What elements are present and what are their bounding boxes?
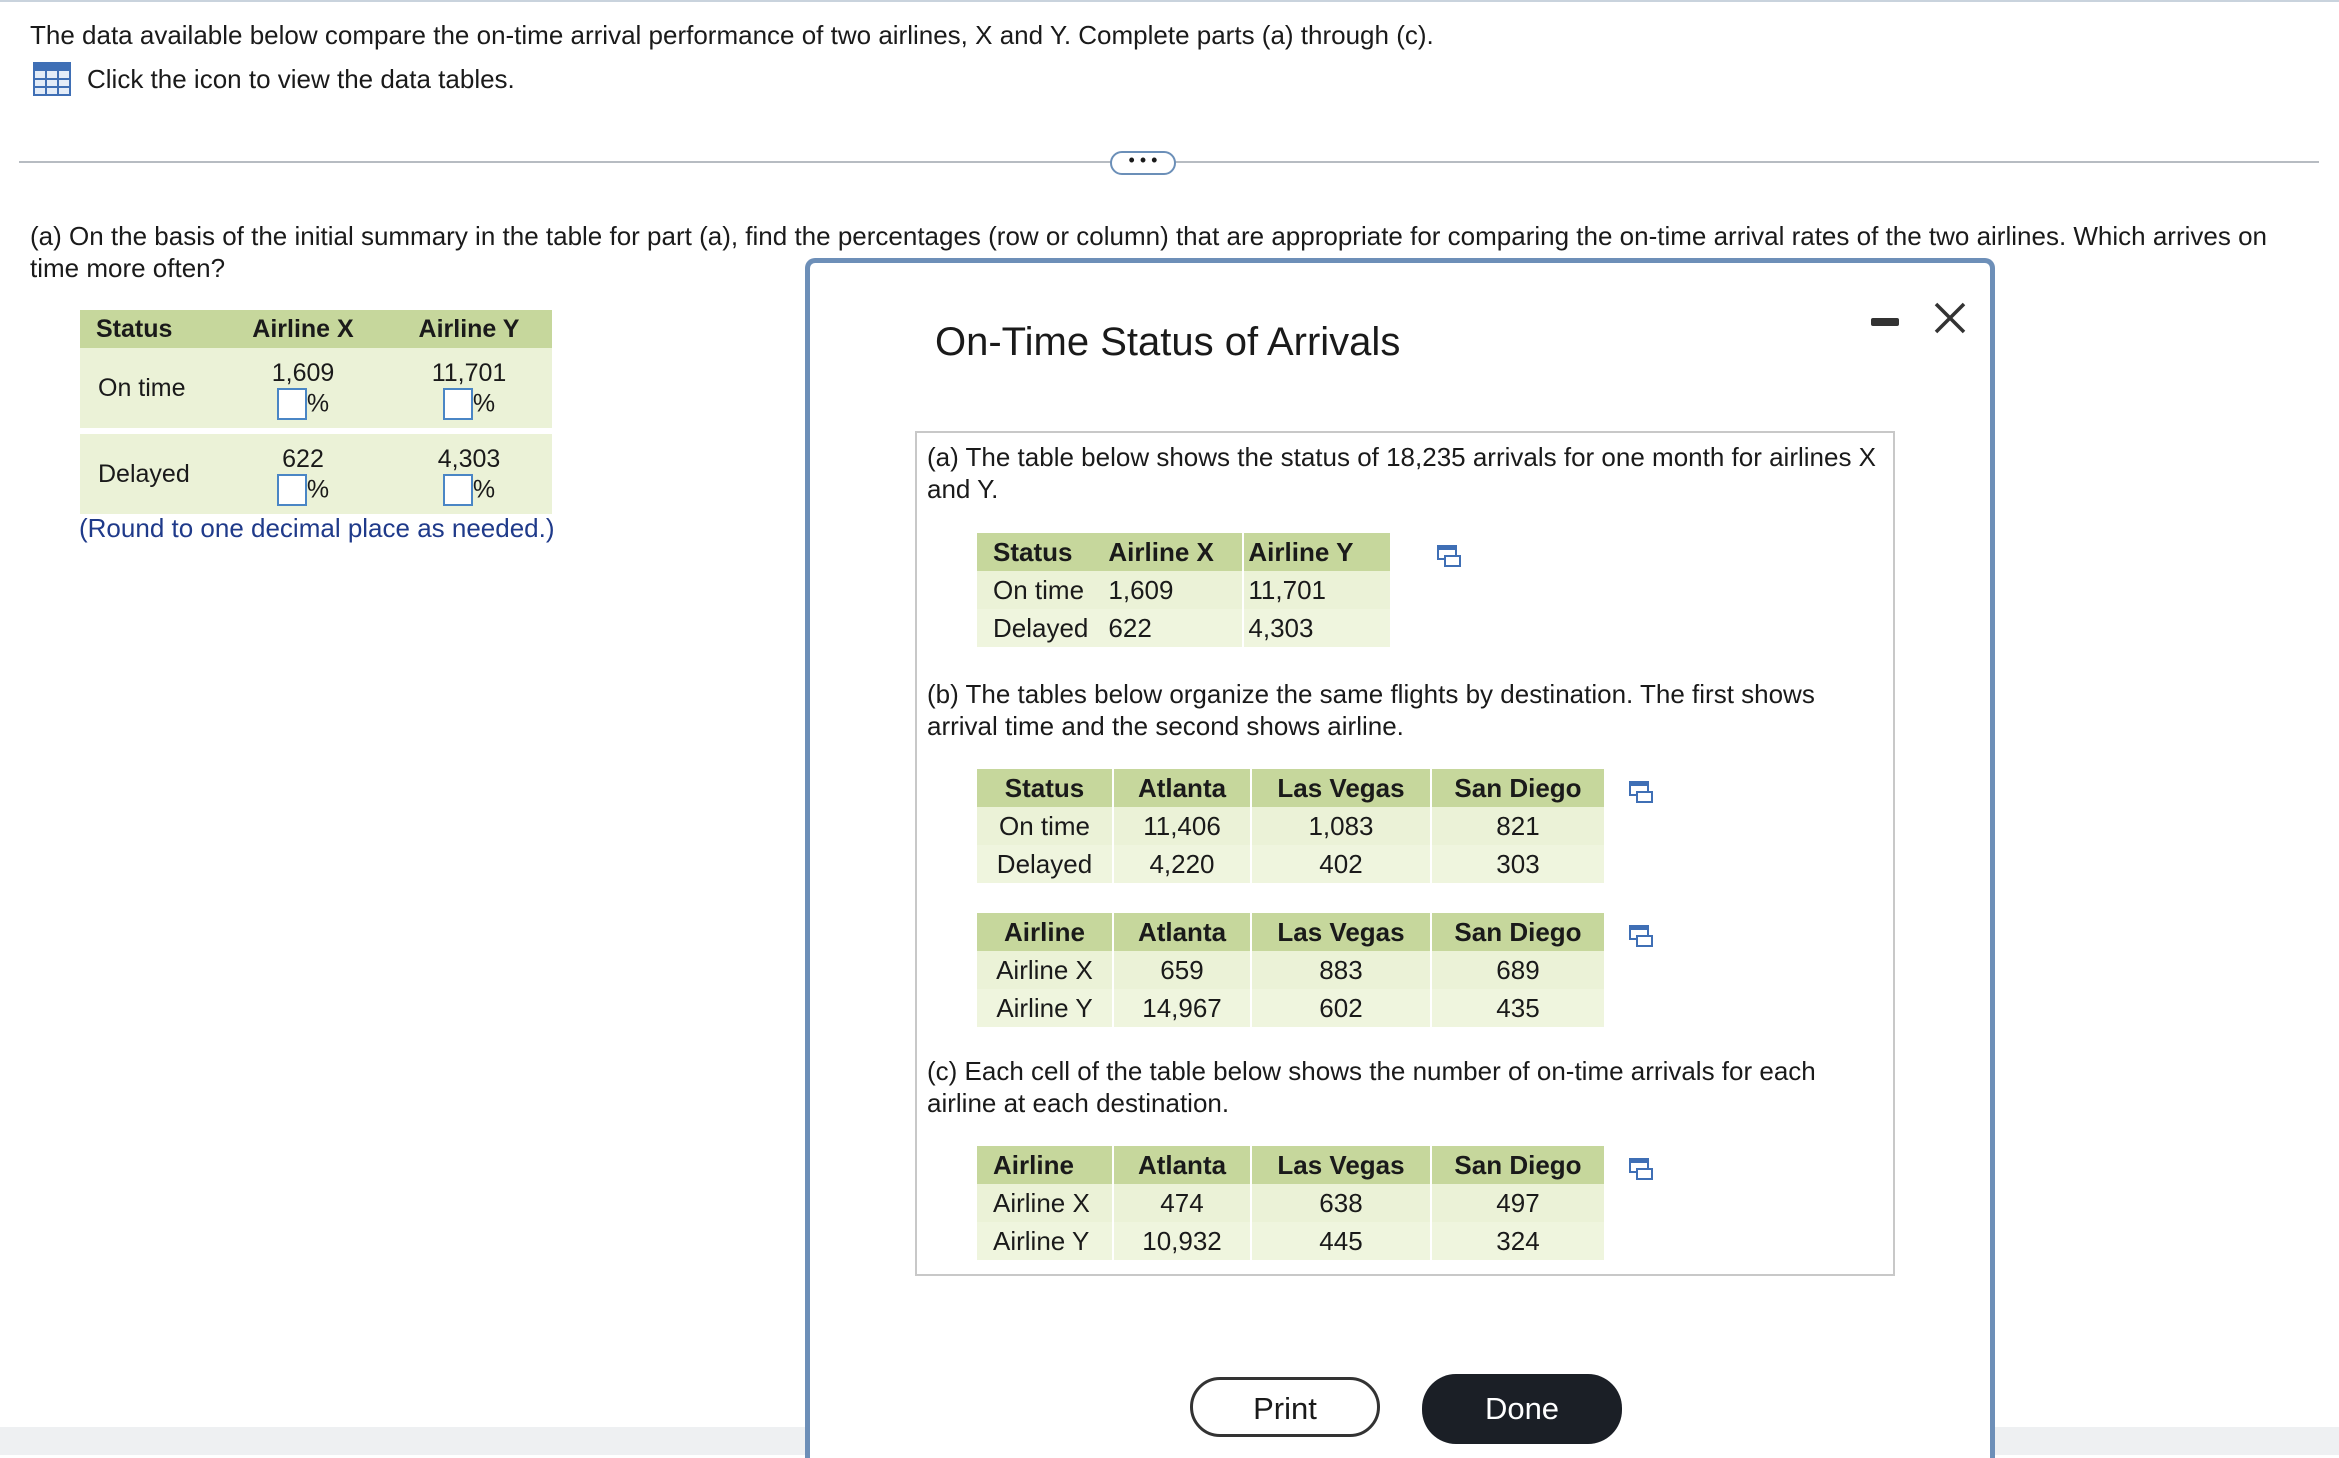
table-b-status <box>977 769 1604 883</box>
footer-bar <box>1995 1427 2339 1455</box>
on-time-x-value: 1,609 <box>220 348 386 388</box>
expand-more-button[interactable]: • • • <box>1110 151 1176 175</box>
table-cell: 11,406 <box>1113 807 1251 845</box>
copy-table-icon[interactable] <box>1629 925 1653 947</box>
table-cell: 883 <box>1251 951 1431 989</box>
paragraph-c: (c) Each cell of the table below shows the number of on-time arrivals for each airline at each destination. <box>927 1056 1816 1118</box>
table-cell: 4,303 <box>1243 609 1390 647</box>
paragraph-a: (a) The table below shows the status of 18,235 arrivals for one month for airlines X and Y. <box>927 442 1877 504</box>
row-label-delayed: Delayed <box>80 434 220 514</box>
table-cell: 1,083 <box>1251 807 1431 845</box>
table-cell: On time <box>977 571 1104 609</box>
table-a <box>977 533 1390 647</box>
data-table-icon[interactable] <box>33 62 71 96</box>
percent-sign: % <box>472 389 496 418</box>
on-time-x-percent-input[interactable] <box>277 388 307 420</box>
table-cell: 4,220 <box>1113 845 1251 883</box>
table-cell: 11,701 <box>1243 571 1390 609</box>
table-cell: 14,967 <box>1113 989 1251 1027</box>
copy-table-icon[interactable] <box>1629 1158 1653 1180</box>
header-cell: Airline <box>977 1146 1113 1184</box>
percent-sign: % <box>472 475 496 504</box>
table-cell: 474 <box>1113 1184 1251 1222</box>
table-cell: 435 <box>1431 989 1604 1027</box>
table-cell: Delayed <box>977 845 1113 883</box>
delayed-y-percent-input[interactable] <box>443 474 473 506</box>
footer-bar <box>0 1427 805 1455</box>
tables-content <box>915 431 1895 1276</box>
table-cell: Airline Y <box>977 989 1113 1027</box>
data-tables-link[interactable] <box>33 62 515 96</box>
header-cell: Las Vegas <box>1251 769 1431 807</box>
header-cell: Airline <box>977 913 1113 951</box>
copy-table-icon[interactable] <box>1437 545 1461 567</box>
delayed-x-percent-input[interactable] <box>277 474 307 506</box>
table-cell: 821 <box>1431 807 1604 845</box>
on-time-y-percent-input[interactable] <box>443 388 473 420</box>
header-cell: Status <box>977 533 1104 571</box>
summary-table <box>80 310 552 514</box>
table-cell: 402 <box>1251 845 1431 883</box>
header-cell: San Diego <box>1431 769 1604 807</box>
row-label-on-time: On time <box>80 348 220 428</box>
done-button[interactable]: Done <box>1422 1374 1622 1444</box>
header-cell: San Diego <box>1431 913 1604 951</box>
table-cell: 497 <box>1431 1184 1604 1222</box>
header-cell: Airline X <box>1104 533 1243 571</box>
header-status: Status <box>80 310 220 348</box>
header-cell: Airline Y <box>1243 533 1390 571</box>
table-cell: 659 <box>1113 951 1251 989</box>
header-airline-x: Airline X <box>220 310 386 348</box>
header-cell: Atlanta <box>1113 913 1251 951</box>
header-cell: Atlanta <box>1113 769 1251 807</box>
header-cell: San Diego <box>1431 1146 1604 1184</box>
table-cell: 303 <box>1431 845 1604 883</box>
header-cell: Status <box>977 769 1113 807</box>
header-cell: Atlanta <box>1113 1146 1251 1184</box>
table-cell: 324 <box>1431 1222 1604 1260</box>
table-c <box>977 1146 1604 1260</box>
minimize-icon[interactable] <box>1871 318 1899 326</box>
table-cell: 10,932 <box>1113 1222 1251 1260</box>
percent-sign: % <box>306 389 330 418</box>
delayed-x-value: 622 <box>220 434 386 474</box>
table-cell: Delayed <box>977 609 1104 647</box>
table-cell: 622 <box>1104 609 1243 647</box>
on-time-y-value: 11,701 <box>386 348 552 388</box>
table-cell: 1,609 <box>1104 571 1243 609</box>
icon-instruction: Click the icon to view the data tables. <box>87 63 515 94</box>
close-icon[interactable] <box>1930 298 1970 338</box>
paragraph-b: (b) The tables below organize the same flights by destination. The first shows arrival time and the second shows airline. <box>927 679 1815 741</box>
table-cell: 602 <box>1251 989 1431 1027</box>
rounding-note: (Round to one decimal place as needed.) <box>79 513 555 543</box>
table-cell: 638 <box>1251 1184 1431 1222</box>
data-tables-dialog <box>805 258 1995 1458</box>
header-cell: Las Vegas <box>1251 1146 1431 1184</box>
table-cell: 689 <box>1431 951 1604 989</box>
delayed-y-value: 4,303 <box>386 434 552 474</box>
table-cell: Airline X <box>977 951 1113 989</box>
table-cell: Airline X <box>977 1184 1113 1222</box>
question-a: (a) On the basis of the initial summary in the table for part (a), find the percentages (row or column) that are appropriate for comparing the on-time arrival rates of the two airlines. Which arrives on time more often? <box>30 221 2268 283</box>
print-button[interactable]: Print <box>1190 1377 1380 1437</box>
dialog-title: On-Time Status of Arrivals <box>935 320 1401 364</box>
table-cell: Airline Y <box>977 1222 1113 1260</box>
header-airline-y: Airline Y <box>386 310 552 348</box>
copy-table-icon[interactable] <box>1629 781 1653 803</box>
table-cell: 445 <box>1251 1222 1431 1260</box>
table-cell: On time <box>977 807 1113 845</box>
header-cell: Las Vegas <box>1251 913 1431 951</box>
percent-sign: % <box>306 475 330 504</box>
table-b-airline <box>977 913 1604 1027</box>
top-border <box>0 0 2339 2</box>
intro-text: The data available below compare the on-time arrival performance of two airlines, X and Y. Complete parts (a) through (c). <box>30 20 1434 50</box>
